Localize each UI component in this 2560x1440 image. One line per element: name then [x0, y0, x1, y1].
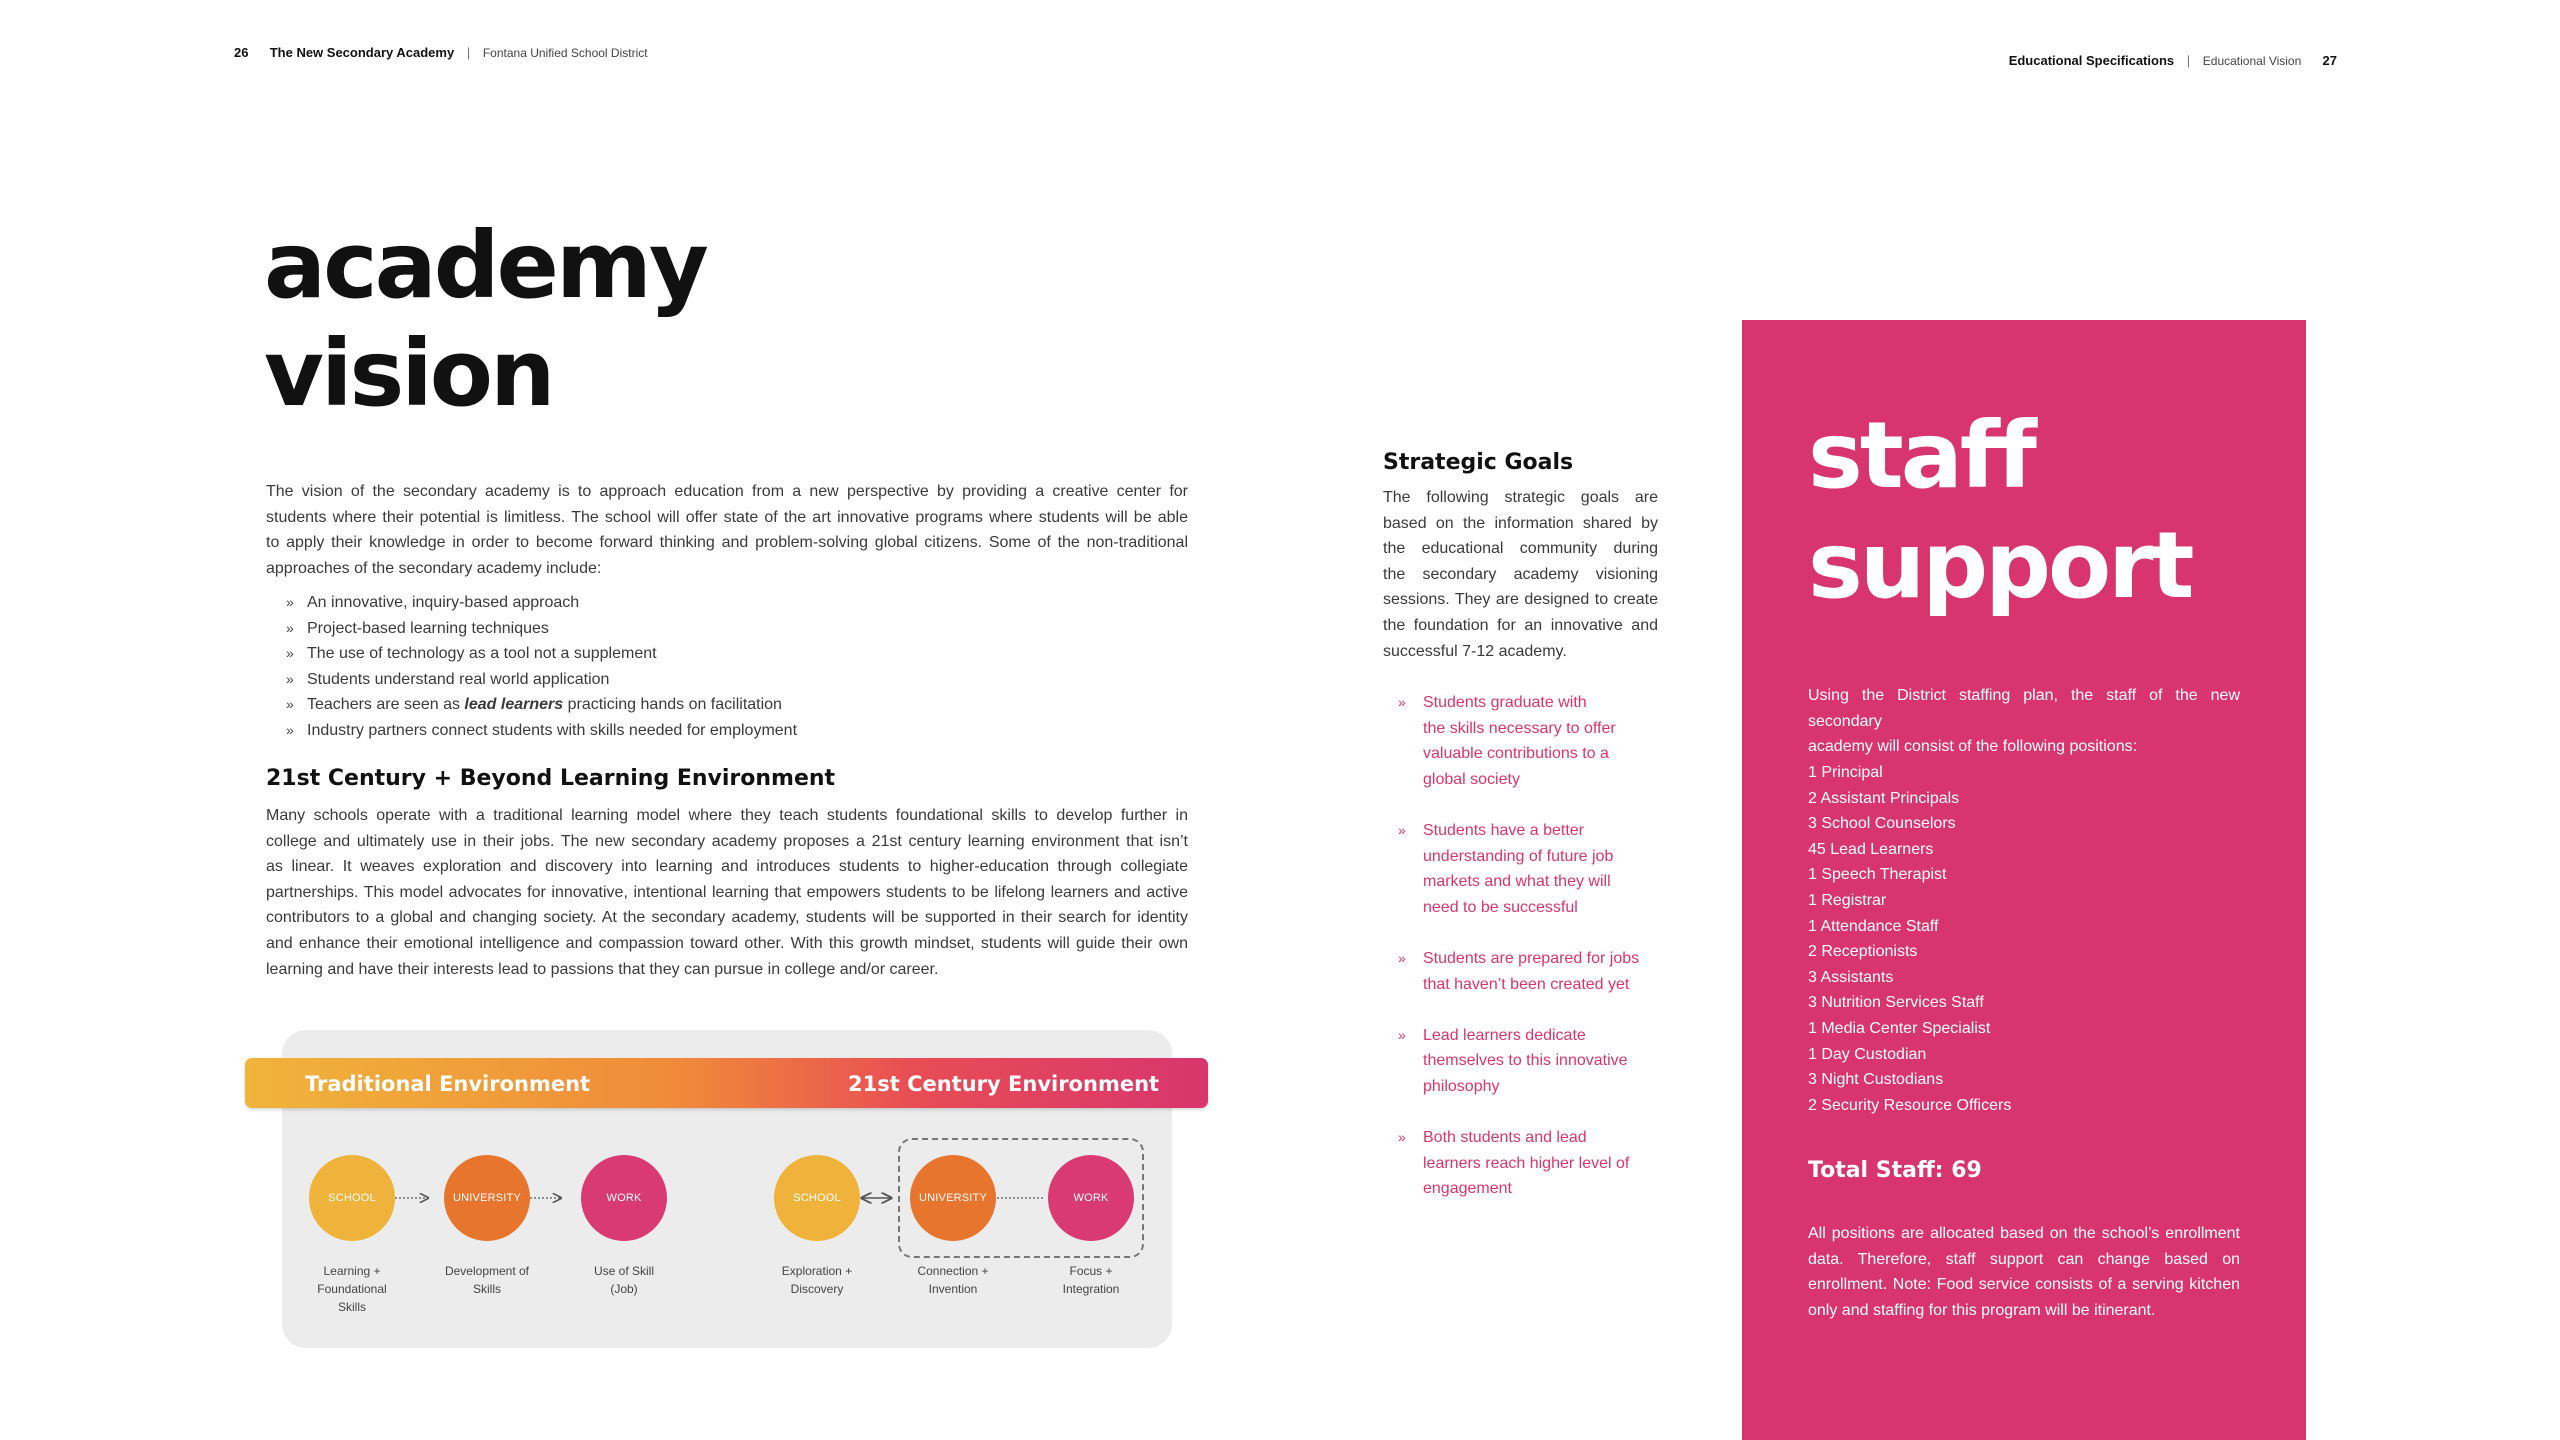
- list-item: 1 Day Custodian: [1808, 1045, 1927, 1063]
- bullet-text: practicing hands on facilitation: [563, 696, 782, 714]
- bullet-mark: »: [1398, 821, 1406, 838]
- caption-line: Skills: [337, 1300, 366, 1314]
- goal-line: philosophy: [1423, 1077, 1500, 1095]
- list-item: 1 Media Center Specialist: [1808, 1019, 1991, 1037]
- goal-item: [1383, 1125, 1683, 1202]
- text-line: academy will consist of the following positions:: [1808, 738, 2138, 756]
- text-line: All positions are allocated based on the school’s enrollment: [1808, 1225, 2240, 1242]
- bullet-mark: »: [1398, 1026, 1406, 1043]
- section-name: Educational Specifications: [2008, 53, 2175, 68]
- list-item: [266, 641, 1166, 667]
- page-number-left: 26: [234, 45, 249, 60]
- list-item: 1 Registrar: [1808, 891, 1887, 909]
- text-line: Many schools operate with a traditional learning model where they teach students foundational skills to develop further in: [266, 807, 1188, 824]
- caption-line: Discovery: [790, 1282, 844, 1296]
- title-line-2: vision: [264, 320, 553, 427]
- goal-line: engagement: [1423, 1180, 1512, 1198]
- list-item: 1 Speech Therapist: [1808, 866, 1947, 884]
- text-line: based on the information shared by: [1383, 514, 1658, 532]
- goal-item: [1383, 690, 1683, 792]
- goal-line: the skills necessary to offer: [1423, 719, 1616, 737]
- district-name: Fontana Unified School District: [482, 46, 648, 60]
- text-line: sessions. They are designed to create: [1383, 591, 1658, 609]
- text-line: data. Therefore, staff support can change based on: [1808, 1250, 2240, 1268]
- bullet-mark: »: [286, 670, 294, 687]
- title-line-1: academy: [264, 212, 706, 319]
- text-line: partnerships. This model advocates for innovative, intentional learning that empowers students to be lifelong learners and active: [266, 883, 1188, 901]
- text-line: approaches of the secondary academy include:: [266, 559, 602, 577]
- node-caption: [292, 1262, 412, 1316]
- page-number-right: 27: [2322, 53, 2337, 68]
- century-heading: 21st Century + Beyond Learning Environment: [266, 766, 836, 791]
- list-item: [266, 616, 1166, 642]
- node-caption: [427, 1262, 547, 1298]
- list-item: 2 Security Resource Officers: [1808, 1096, 2012, 1114]
- text-line: The vision of the secondary academy is to approach education from a new perspective by providing a creative center for: [266, 483, 1188, 500]
- list-item: 1 Attendance Staff: [1808, 917, 1939, 935]
- caption-line: Connection +: [917, 1264, 989, 1278]
- goal-line: Students are prepared for jobs: [1423, 949, 1640, 967]
- goal-line: Both students and lead: [1423, 1129, 1587, 1147]
- subsection-name: Educational Vision: [2202, 54, 2302, 68]
- document-title: The New Secondary Academy: [269, 45, 455, 60]
- text-line: and enhance their emotional intelligence and compassion toward other. With this growth mindset, students will guide their own: [266, 934, 1188, 952]
- bullet-text: An innovative, inquiry-based approach: [307, 594, 580, 611]
- list-item: 45 Lead Learners: [1808, 840, 1934, 858]
- goal-line: Lead learners dedicate: [1423, 1026, 1586, 1044]
- staff-intro: [1808, 683, 2240, 760]
- text-line: the foundation for an innovative and: [1383, 616, 1658, 634]
- bullet-mark: »: [1398, 949, 1406, 966]
- text-line: The following strategic goals are: [1383, 489, 1658, 506]
- goal-line: understanding of future job: [1423, 847, 1614, 865]
- bullet-mark: »: [286, 645, 294, 662]
- text-line: to apply their knowledge in order to become forward thinking and problem-solving global citizens. Some of the non-traditional: [266, 534, 1188, 552]
- goal-line: valuable contributions to a: [1423, 745, 1609, 763]
- staff-positions-list: [1808, 760, 2228, 1118]
- staff-support-title: [1808, 402, 2192, 630]
- goal-line: that haven’t been created yet: [1423, 975, 1630, 993]
- caption-line: Integration: [1062, 1282, 1120, 1296]
- node-caption: [564, 1262, 684, 1298]
- header-right: Educational Specifications | Educational Vision 27: [2008, 53, 2337, 68]
- goal-line: need to be successful: [1423, 898, 1578, 916]
- caption-line: Invention: [928, 1282, 978, 1296]
- list-item: [266, 667, 1166, 693]
- goal-item: [1383, 946, 1683, 997]
- goal-line: themselves to this innovative: [1423, 1052, 1628, 1070]
- list-item: 3 School Counselors: [1808, 815, 1956, 833]
- list-item: 3 Night Custodians: [1808, 1071, 1944, 1089]
- list-item: [266, 718, 1166, 744]
- vision-bullet-list: [266, 590, 1166, 744]
- bullet-mark: »: [286, 696, 294, 713]
- text-line: Using the District staffing plan, the staff of the new secondary: [1808, 687, 2240, 730]
- caption-line: Foundational: [317, 1282, 387, 1296]
- list-item: 2 Receptionists: [1808, 943, 1918, 961]
- header-left: 26 The New Secondary Academy | Fontana Unified School District: [234, 45, 648, 60]
- node-school: SCHOOL: [309, 1155, 395, 1241]
- node-university: UNIVERSITY: [444, 1155, 530, 1241]
- caption-line: Use of Skill: [593, 1264, 655, 1278]
- node-caption: [893, 1262, 1013, 1298]
- caption-line: (Job): [610, 1282, 638, 1296]
- text-line: as linear. It weaves exploration and discovery into learning and introduces students to higher-education through collegiate: [266, 858, 1188, 876]
- caption-line: Exploration +: [781, 1264, 853, 1278]
- list-item: 3 Assistants: [1808, 968, 1894, 986]
- goal-item: [1383, 1023, 1683, 1100]
- text-line: students where their potential is limitless. The school will offer state of the art innovative programs where students will be able: [266, 508, 1188, 526]
- node-school: SCHOOL: [774, 1155, 860, 1241]
- caption-line: Development of: [444, 1264, 530, 1278]
- bullet-mark: »: [286, 721, 294, 738]
- bullet-text: The use of technology as a tool not a supplement: [307, 645, 657, 663]
- node-university: UNIVERSITY: [910, 1155, 996, 1241]
- text-line: enrollment. Note: Food service consists of a serving kitchen: [1808, 1276, 2240, 1294]
- strategic-goals-intro: [1383, 485, 1658, 664]
- goal-line: Students have a better: [1423, 821, 1584, 839]
- text-line: contributors to a global and changing society. At the secondary academy, students will be supported in their search for identity: [266, 909, 1188, 927]
- bullet-mark: »: [286, 594, 294, 610]
- bullet-text: Project-based learning techniques: [307, 619, 549, 637]
- bullet-mark: »: [286, 619, 294, 636]
- strategic-goals-heading: Strategic Goals: [1383, 450, 1574, 475]
- goal-line: global society: [1423, 770, 1520, 788]
- goal-item: [1383, 818, 1683, 920]
- bullet-text: Teachers are seen as: [307, 696, 465, 714]
- goal-line: markets and what they will: [1423, 873, 1611, 891]
- caption-line: Learning +: [323, 1264, 381, 1278]
- text-line: successful 7-12 academy.: [1383, 642, 1567, 660]
- goal-line: Students graduate with: [1423, 694, 1587, 711]
- node-work: WORK: [1048, 1155, 1134, 1241]
- caption-line: Focus +: [1069, 1264, 1113, 1278]
- bullet-mark: »: [1398, 1129, 1406, 1146]
- node-caption: [757, 1262, 877, 1298]
- academy-vision-title: [264, 212, 706, 436]
- emphasis-text: lead learners: [464, 696, 564, 714]
- title-line-2: support: [1808, 512, 2192, 619]
- bullet-text: Students understand real world application: [307, 670, 610, 688]
- text-line: the secondary academy visioning: [1383, 565, 1658, 583]
- list-item: [266, 692, 1166, 718]
- list-item: 2 Assistant Principals: [1808, 789, 1960, 807]
- text-line: the educational community during: [1383, 540, 1658, 558]
- bullet-text: Industry partners connect students with skills needed for employment: [307, 721, 798, 739]
- total-staff: Total Staff: 69: [1808, 1158, 1982, 1183]
- bullet-mark: »: [1398, 694, 1406, 710]
- list-item: [266, 590, 1166, 616]
- goal-line: learners reach higher level of: [1423, 1154, 1630, 1172]
- node-work: WORK: [581, 1155, 667, 1241]
- list-item: 3 Nutrition Services Staff: [1808, 994, 1984, 1012]
- traditional-environment-label: Traditional Environment: [305, 1072, 591, 1096]
- century-paragraph: [266, 803, 1188, 982]
- century-environment-label: 21st Century Environment: [848, 1072, 1160, 1096]
- text-line: learning and have their interests lead to passions that they can pursue in college and/or career.: [266, 960, 939, 978]
- text-line: college and ultimately use in their jobs. The new secondary academy proposes a 21st century learning environment that isn’t: [266, 832, 1188, 850]
- strategic-goals-list: [1383, 690, 1683, 1227]
- caption-line: Skills: [472, 1282, 501, 1296]
- list-item: 1 Principal: [1808, 764, 1883, 781]
- node-caption: [1031, 1262, 1151, 1298]
- vision-intro-paragraph: [266, 479, 1188, 581]
- text-line: only and staffing for this program will be itinerant.: [1808, 1301, 2156, 1319]
- staff-note: [1808, 1221, 2240, 1323]
- title-line-1: staff: [1808, 402, 2034, 509]
